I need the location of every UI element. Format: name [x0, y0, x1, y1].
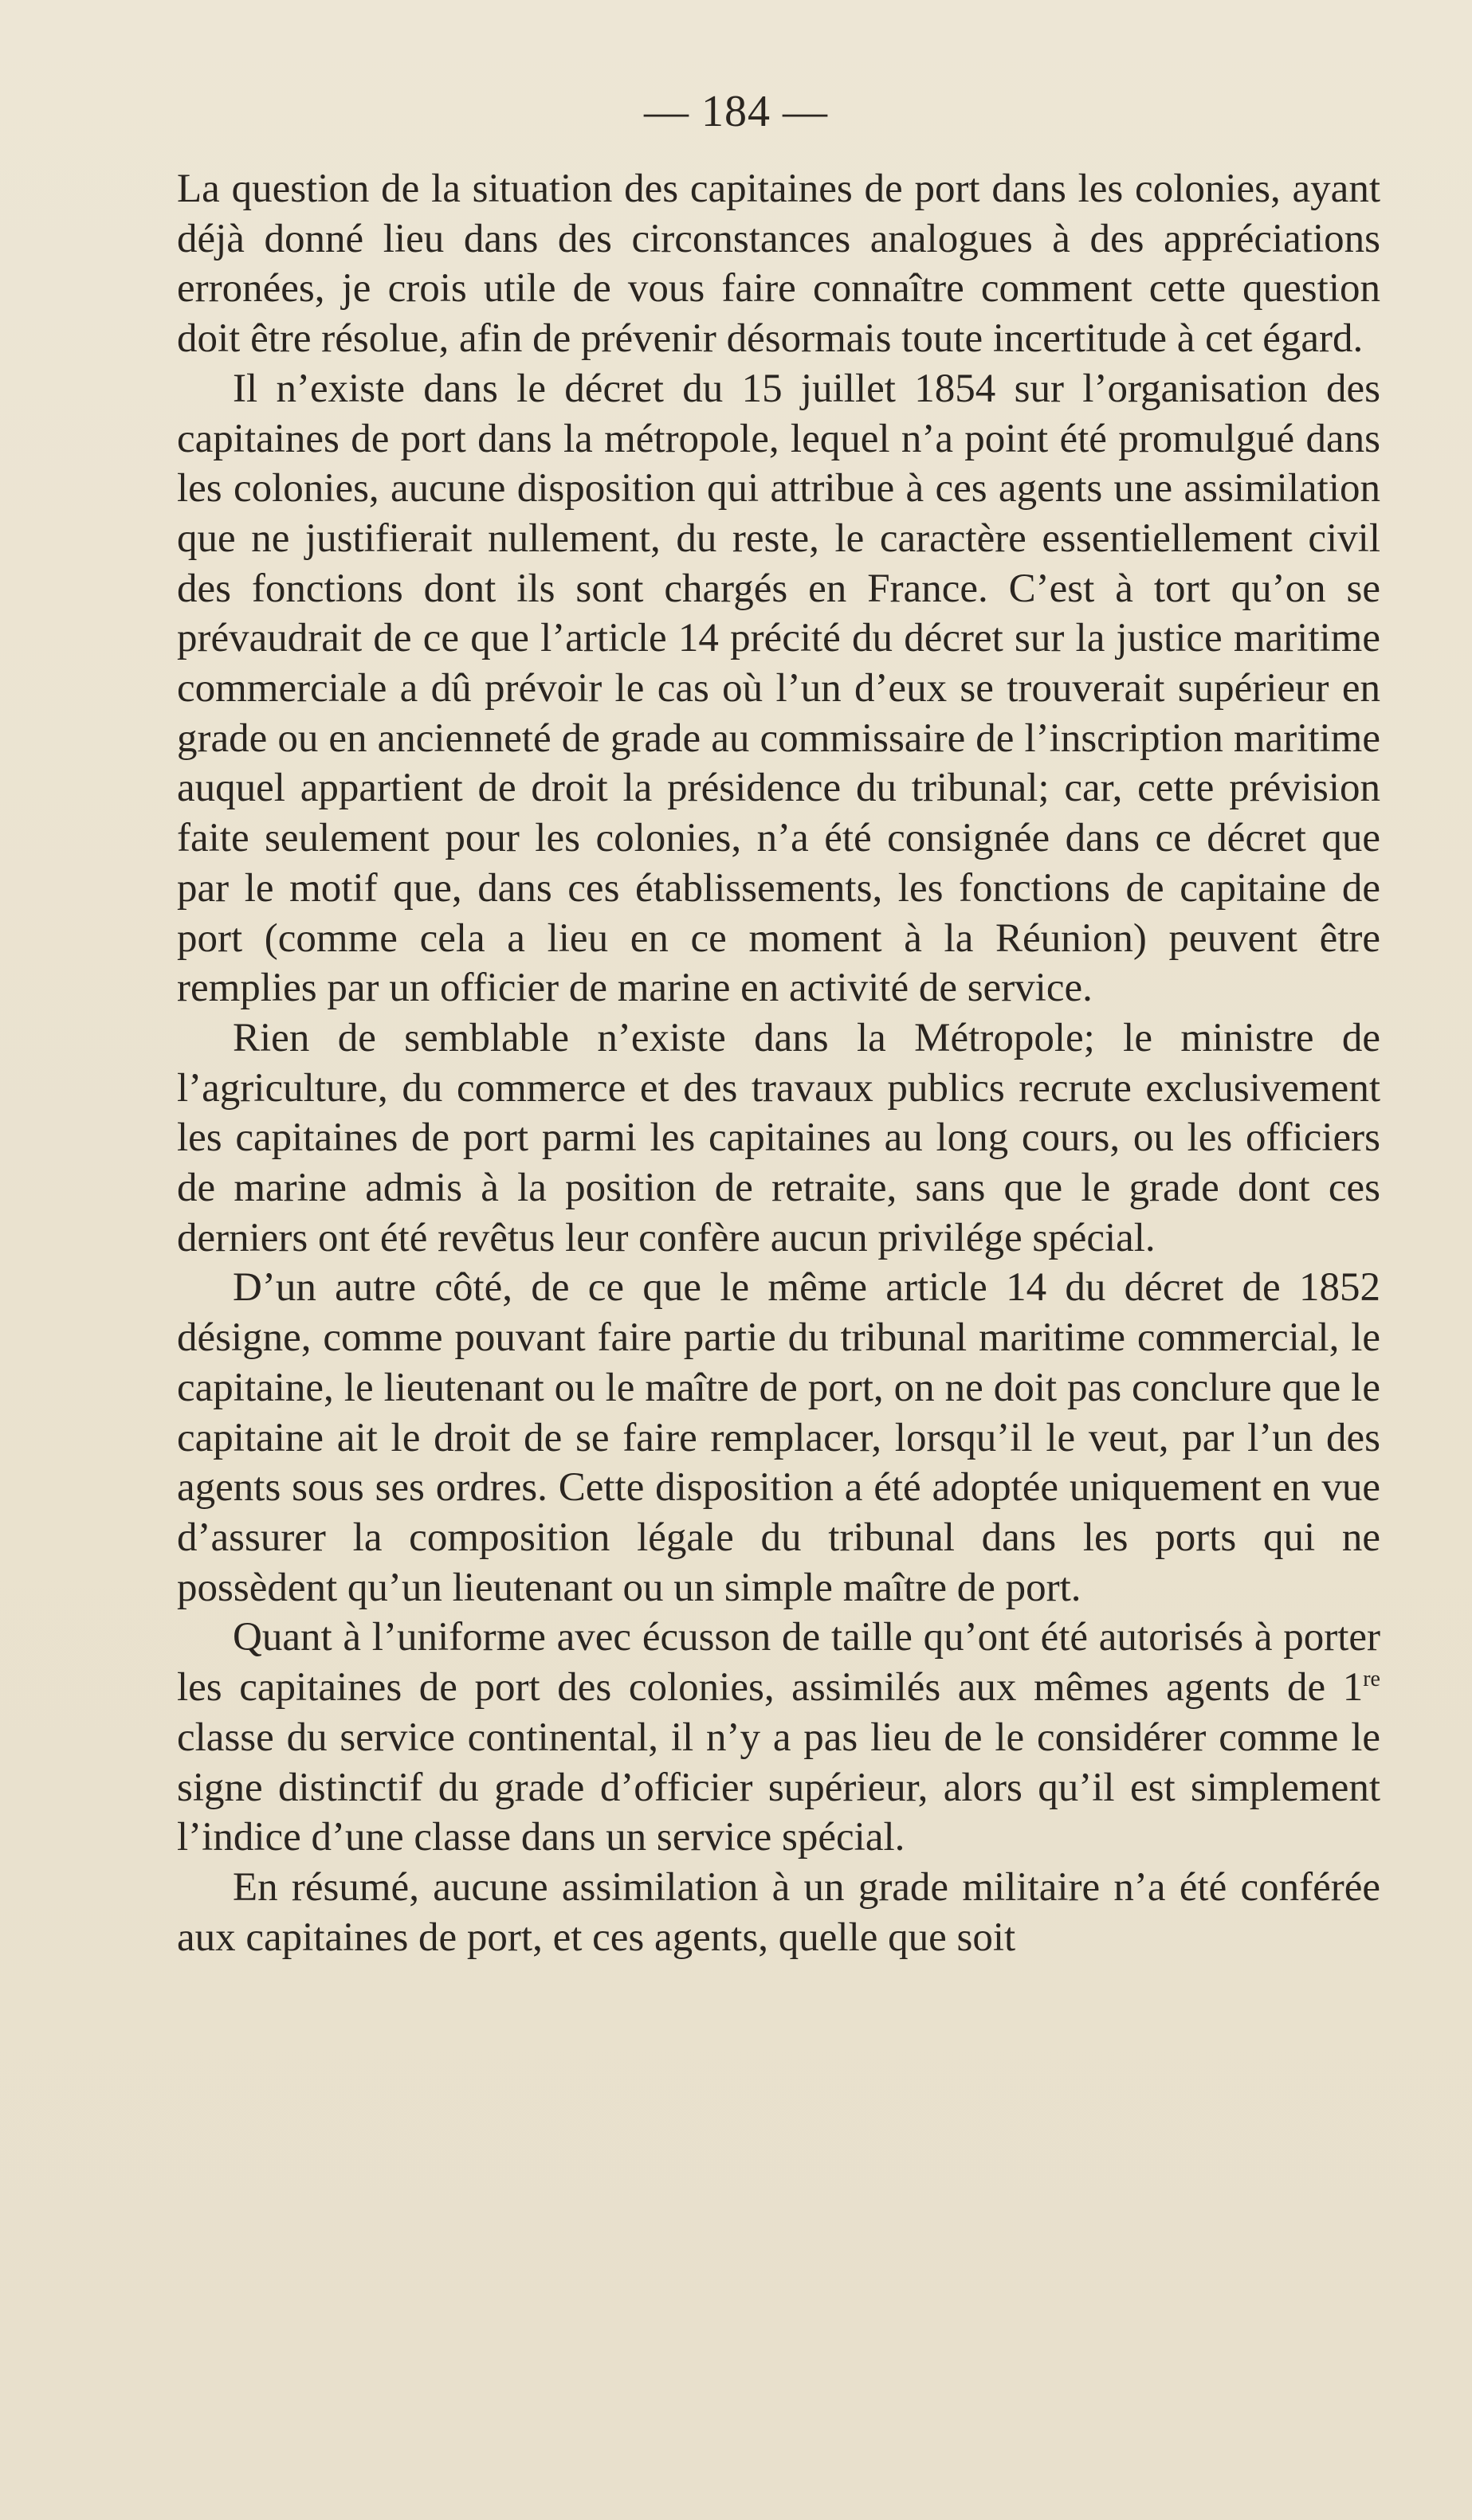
page-number: — 184 —: [644, 87, 828, 136]
paragraph-uniforme: [177, 1613, 1380, 1863]
body-text: [177, 164, 1380, 1962]
uniforme-text-before: Quant à l’uniforme avec écusson de taille qu’ont été autorisés à porter les capitaines de port des colonies, assimilés aux mêmes agents de 1: [177, 1615, 1380, 1711]
paragraph-decree-1854: Il n’existe dans le décret du 15 juillet 1854 sur l’organisation des capitaines de port dans la métropole, lequel n’a point été promulgué dans les colonies, aucune disposition qui attribue à ces agents une assimilation que ne justifierait nullement, du reste, le caractère essentiellement civil des fonctions dont ils sont chargés en France. C’est à tort qu’on se prévaudrait de ce que l’article 14 précité du décret sur la justice maritime commerciale a dû prévoir le cas où l’un d’eux se trouverait supérieur en grade ou en ancienneté de grade au commissaire de l’inscription maritime auquel appartient de droit la présidence du tribunal; car, cette prévision faite seulement pour les colonies, n’a été consignée dans ce décret que par le motif que, dans ces établissements, les fonctions de capitaine de port (comme cela a lieu en ce moment à la Réunion) peuvent être remplies par un officier de marine en activité de service.: [177, 366, 1380, 1011]
uniforme-text-after: classe du service continental, il n’y a pas lieu de le considérer comme le signe distinctif du grade d’officier supérieur, alors qu’il est simplement l’indice d’une classe dans un service spécial.: [177, 1715, 1380, 1860]
paragraph-article-14: D’un autre côté, de ce que le même article 14 du décret de 1852 désigne, comme pouvant faire partie du tribunal maritime commercial, le capitaine, le lieutenant ou le maître de port, on ne doit pas conclure que le capitaine ait le droit de se faire remplacer, lorsqu’il le veut, par l’un des agents sous ses ordres. Cette disposition a été adoptée uniquement en vue d’assurer la composition légale du tribunal dans les ports qui ne possèdent qu’un lieutenant ou un simple maître de port.: [177, 1265, 1380, 1610]
paragraph-intro: La question de la situation des capitaines de port dans les colonies, ayant déjà donné lieu dans des circonstances analogues à des appréciations erronées, je crois utile de vous faire connaître comment cette question doit être résolue, afin de prévenir désormais toute incertitude à cet égard.: [177, 167, 1380, 362]
paragraph-metropole: Rien de semblable n’existe dans la Métropole; le ministre de l’agriculture, du commerce et des travaux publics recrute exclusivement les capitaines de port parmi les capitaines au long cours, ou les officiers de marine admis à la position de retraite, sans que le grade dont ces derniers ont été revêtus leur confère aucun privilége spécial.: [177, 1015, 1380, 1260]
paragraph-resume: En résumé, aucune assimilation à un grade militaire n’a été conférée aux capitaines de port, et ces agents, quelle que soit: [177, 1864, 1380, 1960]
ordinal-superscript: re: [1363, 1667, 1380, 1692]
